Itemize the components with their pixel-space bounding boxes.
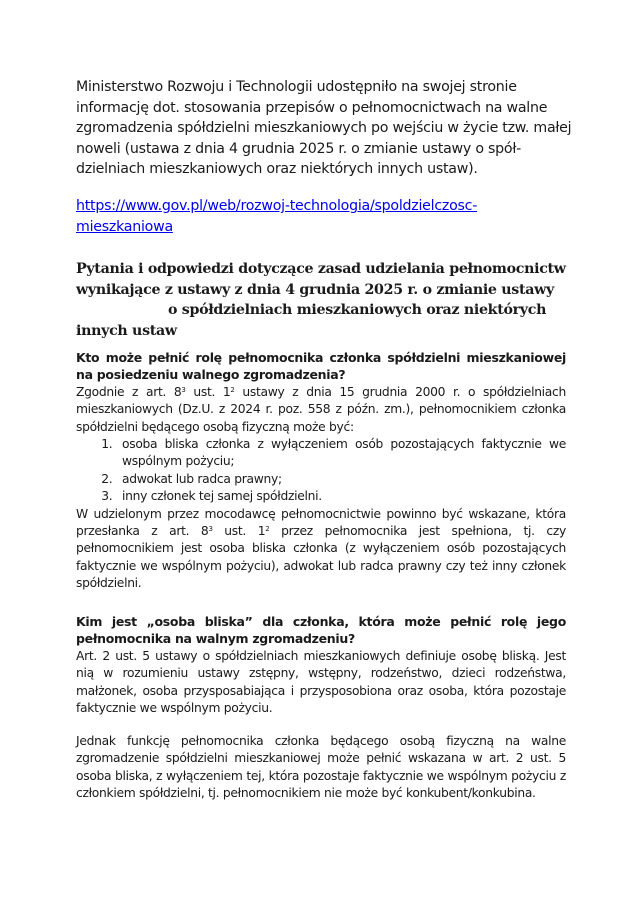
answer-text: ust. 1 (185, 384, 231, 399)
answer-text: przez pełnomocnika jest spełniona, tj. czy pełnomocnikiem jest osoba bliska członka (z wyłączeniem osób pozostających faktycznie we wspólnym pożyciu), adwokat lub radca prawny czy też inny członek spółdzielni. (76, 524, 566, 591)
faq-question: Kto może pełnić rolę pełnomocnika członka spółdzielni mieszkaniowej na posiedzeniu walnego zgromadzenia? (76, 350, 566, 383)
faq-question: Kim jest „osoba bliska” dla członka, która może pełnić rolę jego pełnomocnika na walnym zgromadzeniu? (76, 614, 566, 647)
answer-text: ust. 1 (212, 524, 266, 539)
faq-answer (76, 384, 566, 436)
faq-followup (76, 506, 566, 593)
answer-text: W udzielonym przez mocodawcę pełnomocnictwie powinno być wskazane, która przesłanka z art. 8 (76, 506, 566, 539)
main-heading-part2: o spółdzielniach mieszkaniowych oraz niektórych innych ustaw (76, 302, 547, 339)
faq-section-who-can-be-proxy (76, 349, 566, 593)
faq-answer: Art. 2 ust. 5 ustawy o spółdzielniach mieszkaniowych definiuje osobę bliską. Jest nią w rozumieniu ustawy zstępny, wstępny, rodzeństwo, dzieci rodzeństwa, małżonek, osoba przysposabiająca i przysposobiona oraz osoba, która pozostaje faktycznie we wspólnym pożyciu. (76, 648, 566, 716)
list-item: 1. osoba bliska członka z wyłączeniem osób pozostających faktycznie we wspólnym pożyciu; (116, 436, 566, 471)
superscript: 2 (230, 385, 235, 394)
superscript: 3 (208, 525, 213, 534)
link-block (76, 196, 576, 237)
answer-text: ustawy z dnia 15 grudnia 2000 r. o spółdzielniach mieszkaniowych (Dz.U. z 2024 r. poz. 558 z późn. zm.), pełnomocnikiem członka spółdzielni będącego osobą fizyczną może być: (76, 384, 566, 434)
superscript: 3 (181, 385, 186, 394)
gov-link-line1: https://www.gov.pl/web/rozwoj-technologia/spoldzielczosc- (76, 198, 478, 214)
gov-link-line2: mieszkaniowa (76, 218, 173, 235)
answer-text: Zgodnie z art. 8 (76, 384, 182, 399)
gov-link[interactable] (76, 198, 477, 235)
main-heading-part1: Pytania i odpowiedzi dotyczące zasad udzielania pełnomocnictw wynikające z ustawy z dnia 4 grudnia 2025 r. o zmianie ustawy (76, 261, 566, 298)
list-item: 3. inny członek tej samej spółdzielni. (116, 488, 566, 505)
faq-section-close-person-continued (76, 733, 566, 803)
faq-answer-continued: Jednak funkcję pełnomocnika członka będącego osobą fizyczną na walne zgromadzenie spółdzielni mieszkaniowej może pełnić wskazana w art. 2 ust. 5 osoba bliska, z wyłączeniem tej, która pozostaje faktycznie we wspólnym pożyciu z członkiem spółdzielni, tj. pełnomocnikiem nie może być konkubent/konkubina. (76, 734, 566, 801)
list-item: 2. adwokat lub radca prawny; (116, 471, 566, 488)
proxy-conditions-list (76, 436, 566, 506)
superscript: 2 (265, 525, 270, 534)
main-heading (76, 259, 576, 341)
faq-section-close-person (76, 613, 566, 717)
intro-paragraph: Ministerstwo Rozwoju i Technologii udostępniło na swojej stronie informację dot. stosowania przepisów o pełnomocnictwach na walne zgromadzenia spółdzielni mieszkaniowych po wejściu w życie tzw. małej noweli (ustawa z dnia 4 grudnia 2025 r. o zmianie ustawy o spółdzielniach mieszkaniowych oraz niektórych innych ustaw). (76, 79, 572, 177)
